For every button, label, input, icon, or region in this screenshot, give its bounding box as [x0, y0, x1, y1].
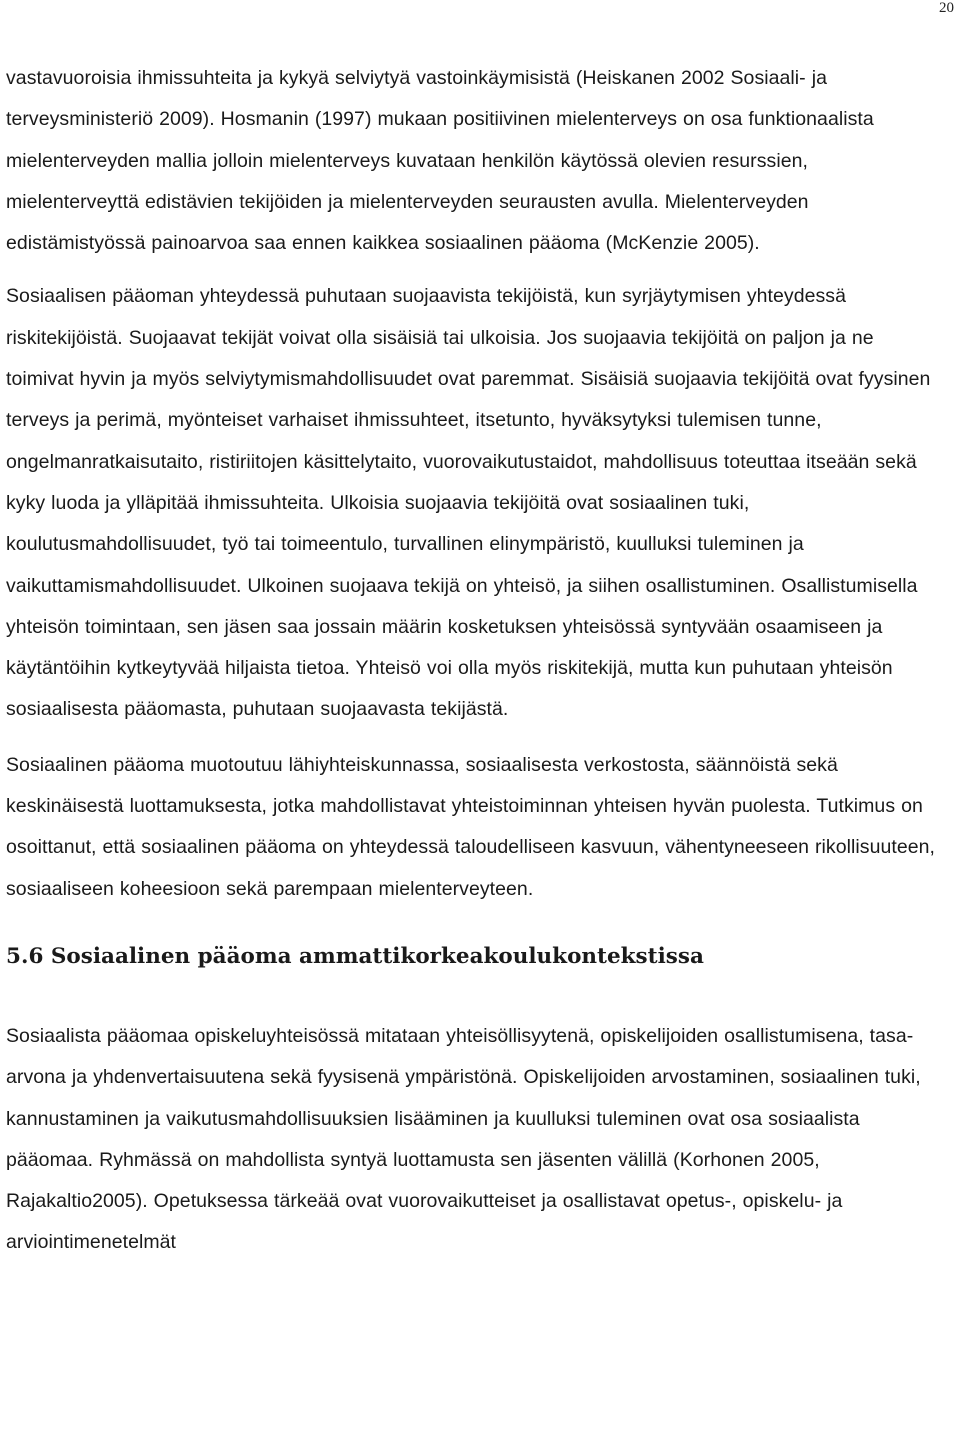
page-number: 20 [939, 0, 954, 16]
document-body [6, 58, 946, 1264]
paragraph-protective-factors: Sosiaalisen pääoman yhteydessä puhutaan suojaavista tekijöistä, kun syrjäytymisen yhteydessä riskitekijöistä. Suojaavat tekijät voivat olla sisäisiä tai ulkoisia. Jos suojaavia tekijöitä on paljon ja ne toimivat hyvin ja myös selviytymismahdollisuudet ovat paremmat. Sisäisiä suojaavia tekijöitä ovat fyysinen terveys ja perimä, myönteiset varhaiset ihmissuhteet, itsetunto, hyväksytyksi tulemisen tunne, ongelmanratkaisutaito, ristiriitojen käsittelytaito, vuorovaikutustaidot, mahdollisuus toteuttaa itseään sekä kyky luoda ja ylläpitää ihmissuhteita. Ulkoisia suojaavia tekijöitä ovat sosiaalinen tuki, koulutusmahdollisuudet, työ tai toimeentulo, turvallinen elinympäristö, kuulluksi tuleminen ja vaikuttamismahdollisuudet. Ulkoinen suojaava tekijä on yhteisö, ja siihen osallistuminen. Osallistumisella yhteisön toimintaan, sen jäsen saa jossain määrin kosketuksen yhteisössä syntyvään osaamiseen ja käytäntöihin kytkeytyvää hiljaista tietoa. Yhteisö voi olla myös riskitekijä, mutta kun puhutaan yhteisön sosiaalisesta pääomasta, puhutaan suojaavasta tekijästä. [6, 285, 931, 721]
section-heading: 5.6 Sosiaalinen pääoma ammattikorkeakoulukontekstissa [6, 943, 704, 969]
paragraph-study-community: Sosiaalista pääomaa opiskeluyhteisössä mitataan yhteisöllisyytenä, opiskelijoiden osallistumisena, tasa-arvona ja yhdenvertaisuutena sekä fyysisenä ympäristönä. Opiskelijoiden arvostaminen, sosiaalinen tuki, kannustaminen ja vaikutusmahdollisuuksien lisääminen ja kuulluksi tuleminen ovat osa sosiaalista pääomaa. Ryhmässä on mahdollista syntyä luottamusta sen jäsenten välillä (Korhonen 2005, Rajakaltio2005). Opetuksessa tärkeää ovat vuorovaikutteiset ja osallistavat opetus-, opiskelu- ja arviointimenetelmät [6, 1024, 921, 1254]
paragraph-social-capital: Sosiaalinen pääoma muotoutuu lähiyhteiskunnassa, sosiaalisesta verkostosta, säännöistä sekä keskinäisestä luottamuksesta, jotka mahdollistavat yhteistoiminnan yhteisen hyvän puolesta. Tutkimus on osoittanut, että sosiaalinen pääoma on yhteydessä taloudelliseen kasvuun, vähentyneeseen rikollisuuteen, sosiaaliseen koheesioon sekä parempaan mielenterveyteen. [6, 753, 935, 900]
paragraph-mental-health: vastavuoroisia ihmissuhteita ja kykyä selviytyä vastoinkäymisistä (Heiskanen 2002 Sosiaali- ja terveysministeriö 2009). Hosmanin (1997) mukaan positiivinen mielenterveys on osa funktionaalista mielenterveyden mallia jolloin mielenterveys kuvataan henkilön käytössä olevien resurssien, mielenterveyttä edistävien tekijöiden ja mielenterveyden seurausten avulla. Mielenterveyden edistämistyössä painoarvoa saa ennen kaikkea sosiaalinen pääoma (McKenzie 2005). [6, 67, 874, 255]
